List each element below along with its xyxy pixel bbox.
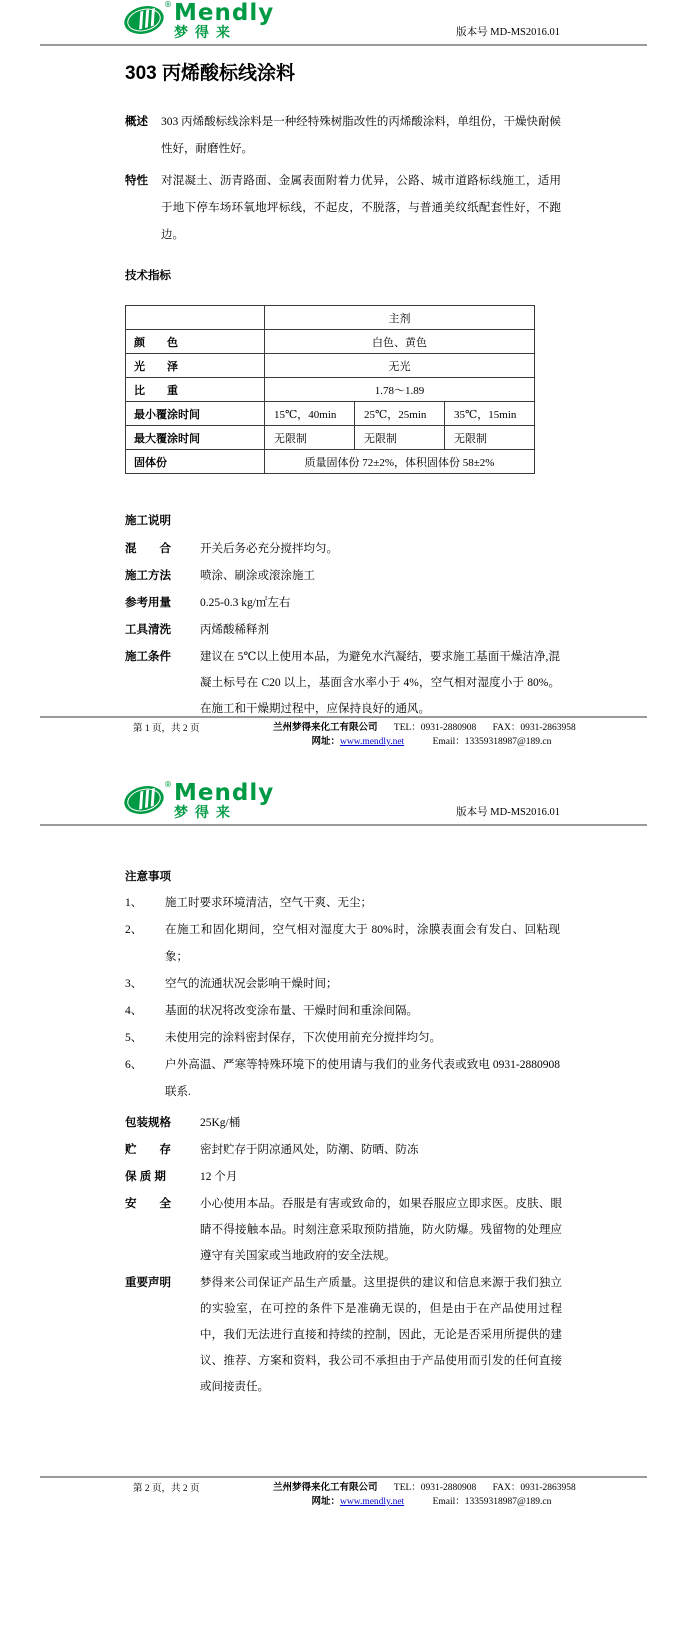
detail-label: 贮 存	[125, 1144, 171, 1156]
note-number: 3、	[125, 978, 143, 990]
website-label: 网址：	[311, 1496, 340, 1507]
construction-item	[125, 590, 687, 616]
page-title: 303 丙烯酸标线涂料	[125, 63, 295, 84]
construction-item	[125, 617, 687, 643]
note-item	[125, 998, 687, 1025]
note-item	[125, 1025, 687, 1052]
construction-item	[125, 563, 687, 589]
registered-trademark-icon: ®	[164, 0, 172, 9]
spec-cell: 25℃，25min	[355, 402, 445, 426]
footer-divider	[40, 1476, 647, 1478]
tech-spec-heading: 技术指标	[125, 270, 171, 282]
notes-heading: 注意事项	[125, 871, 171, 883]
construction-item-text: 0.25-0.3 kg/㎡左右	[200, 597, 291, 609]
note-text: 基面的状况将改变涂布量、干燥时间和重涂间隔。	[165, 1005, 418, 1017]
note-text: 在施工和固化期间，空气相对湿度大于 80%时，涂膜表面会有发白、回粘现象；	[165, 924, 560, 963]
page-footer	[0, 1476, 687, 1509]
spec-cell: 无限制	[355, 426, 445, 450]
logo-wordmark-cn: 梦得来	[174, 805, 237, 821]
features-section	[125, 168, 687, 249]
table-row	[126, 402, 535, 426]
page-footer	[0, 716, 687, 749]
detail-text: 梦得来公司保证产品生产质量。这里提供的建议和信息来源于我们独立的实验室，在可控的条件下是准确无误的，但是由于在产品使用过程中，我们无法进行直接和持续的控制，因此，无论是否采用所提供的建议、推荐、方案和资料，我公司不承担由于产品使用而引发的任何直接或间接责任。	[200, 1277, 562, 1393]
detail-item	[125, 1137, 687, 1163]
overview-section	[125, 109, 687, 163]
construction-item-label: 混 合	[125, 543, 171, 555]
company-name: 兰州梦得来化工有限公司	[273, 1482, 378, 1493]
spec-cell: 15℃，40min	[265, 402, 355, 426]
note-number: 2、	[125, 924, 143, 936]
version-label: 版本号 MD-MS2016.01	[456, 27, 560, 38]
detail-label: 保 质 期	[125, 1171, 166, 1183]
spec-cell: 无限制	[265, 426, 355, 450]
footer-contact-block	[273, 721, 590, 749]
construction-item-text: 丙烯酸稀释剂	[200, 624, 269, 636]
logo-wordmark-en: Mendly	[174, 0, 275, 26]
detail-item	[125, 1110, 687, 1136]
page-header	[0, 758, 687, 820]
website-link[interactable]: www.mendly.net	[339, 737, 405, 747]
mendly-logo-icon	[122, 782, 170, 816]
construction-section	[0, 512, 687, 722]
detail-item	[125, 1270, 687, 1400]
logo-wordmark-en: Mendly	[174, 780, 275, 806]
note-text: 户外高温、严寒等特殊环境下的使用请与我们的业务代表或致电 0931-2880908 联系.	[165, 1059, 560, 1098]
spec-row-value: 质量固体份 72±2%，体积固体份 58±2%	[265, 450, 535, 474]
registered-trademark-icon: ®	[164, 780, 172, 789]
detail-text: 小心使用本品。吞服是有害或致命的，如果吞服应立即求医。皮肤、眼睛不得接触本品。时刻注意采取预防措施，防火防爆。残留物的处理应遵守有关国家或当地政府的安全法规。	[200, 1198, 562, 1262]
footer-tel: TEL：0931-2880908	[393, 723, 477, 733]
footer-email: Email：13359318987@189.cn	[432, 1497, 552, 1507]
version-label: 版本号 MD-MS2016.01	[456, 807, 560, 818]
construction-item-text: 建议在 5℃以上使用本品，为避免水汽凝结，要求施工基面干燥洁净,混凝土标号在 C20 以上，基面含水率小于 4%，空气相对湿度小于 80%。在施工和干燥期过程中，应保持良好的通风。	[200, 651, 560, 715]
footer-email: Email：13359318987@189.cn	[432, 737, 552, 747]
detail-label: 安 全	[125, 1198, 171, 1210]
note-text: 未使用完的涂料密封保存，下次使用前充分搅拌均匀。	[165, 1032, 441, 1044]
footer-tel: TEL：0931-2880908	[393, 1483, 477, 1493]
note-item	[125, 971, 687, 998]
features-text: 对混凝土、沥青路面、金属表面附着力优异，公路、城市道路标线施工，适用于地下停车场环氧地坪标线，不起皮，不脱落，与普通美纹纸配套性好，不跑边。	[161, 175, 561, 241]
spec-empty-header	[126, 306, 265, 330]
spec-row-value: 白色、黄色	[265, 330, 535, 354]
company-name: 兰州梦得来化工有限公司	[273, 722, 378, 733]
note-number: 4、	[125, 1005, 143, 1017]
page-header	[0, 0, 687, 40]
detail-text: 密封贮存于阴凉通风处，防潮、防晒、防冻	[200, 1144, 419, 1156]
header-divider	[40, 44, 647, 46]
construction-item-label: 施工条件	[125, 651, 171, 663]
note-text: 施工时要求环境清洁，空气干爽、无尘；	[165, 897, 372, 909]
construction-item-text: 开关后务必充分搅拌均匀。	[200, 543, 338, 555]
spec-cell: 无限制	[445, 426, 535, 450]
footer-fax: FAX：0931-2863958	[492, 1483, 576, 1493]
construction-item-label: 参考用量	[125, 597, 171, 609]
construction-item	[125, 644, 687, 722]
page-number: 第 1 页，共 2 页	[133, 724, 200, 734]
spec-cell: 35℃，15min	[445, 402, 535, 426]
note-number: 5、	[125, 1032, 143, 1044]
note-item	[125, 917, 687, 971]
construction-item	[125, 536, 687, 562]
spec-row-label: 最大覆涂时间	[126, 426, 265, 450]
mendly-logo	[122, 2, 274, 40]
tech-spec-table	[125, 305, 535, 474]
construction-heading: 施工说明	[125, 515, 171, 527]
website-label: 网址：	[311, 736, 340, 747]
footer-divider	[40, 716, 647, 718]
footer-contact-block	[273, 1481, 590, 1509]
note-number: 1、	[125, 897, 143, 909]
logo-wordmark-cn: 梦得来	[174, 25, 237, 41]
footer-fax: FAX：0931-2863958	[492, 723, 576, 733]
detail-label: 重要声明	[125, 1277, 171, 1289]
note-item	[125, 1052, 687, 1106]
detail-item	[125, 1164, 687, 1190]
detail-text: 12 个月	[200, 1171, 238, 1183]
spec-row-value: 1.78～1.89	[265, 378, 535, 402]
spec-row-label: 比 重	[126, 378, 265, 402]
overview-label: 概述	[125, 116, 148, 128]
table-row	[126, 426, 535, 450]
overview-text: 303 丙烯酸标线涂料是一种经特殊树脂改性的丙烯酸涂料，单组份，干燥快耐候性好，耐磨性好。	[161, 116, 561, 155]
table-row	[126, 378, 535, 402]
construction-item-label: 工具清洗	[125, 624, 171, 636]
detail-text: 25Kg/桶	[200, 1117, 241, 1129]
detail-item	[125, 1191, 687, 1269]
spec-row-label: 最小覆涂时间	[126, 402, 265, 426]
spec-row-label: 光 泽	[126, 354, 265, 378]
spec-row-value: 无光	[265, 354, 535, 378]
table-row	[126, 354, 535, 378]
spec-col-header: 主剂	[265, 306, 535, 330]
details-section	[0, 1110, 687, 1400]
spec-row-label: 颜 色	[126, 330, 265, 354]
table-row	[126, 306, 535, 330]
note-item	[125, 890, 687, 917]
note-number: 6、	[125, 1059, 143, 1071]
header-divider	[40, 824, 647, 826]
mendly-logo-icon	[122, 2, 170, 36]
page-number: 第 2 页，共 2 页	[133, 1484, 200, 1494]
datasheet-page-2	[0, 758, 687, 1638]
mendly-logo	[122, 782, 274, 820]
table-row	[126, 450, 535, 474]
note-text: 空气的流通状况会影响干燥时间；	[165, 978, 338, 990]
spec-row-label: 固体份	[126, 450, 265, 474]
datasheet-page-1	[0, 0, 687, 758]
construction-item-label: 施工方法	[125, 570, 171, 582]
features-label: 特性	[125, 175, 148, 187]
website-link[interactable]: www.mendly.net	[339, 1497, 405, 1507]
detail-label: 包装规格	[125, 1117, 171, 1129]
construction-item-text: 喷涂、刷涂或滚涂施工	[200, 570, 315, 582]
table-row	[126, 330, 535, 354]
